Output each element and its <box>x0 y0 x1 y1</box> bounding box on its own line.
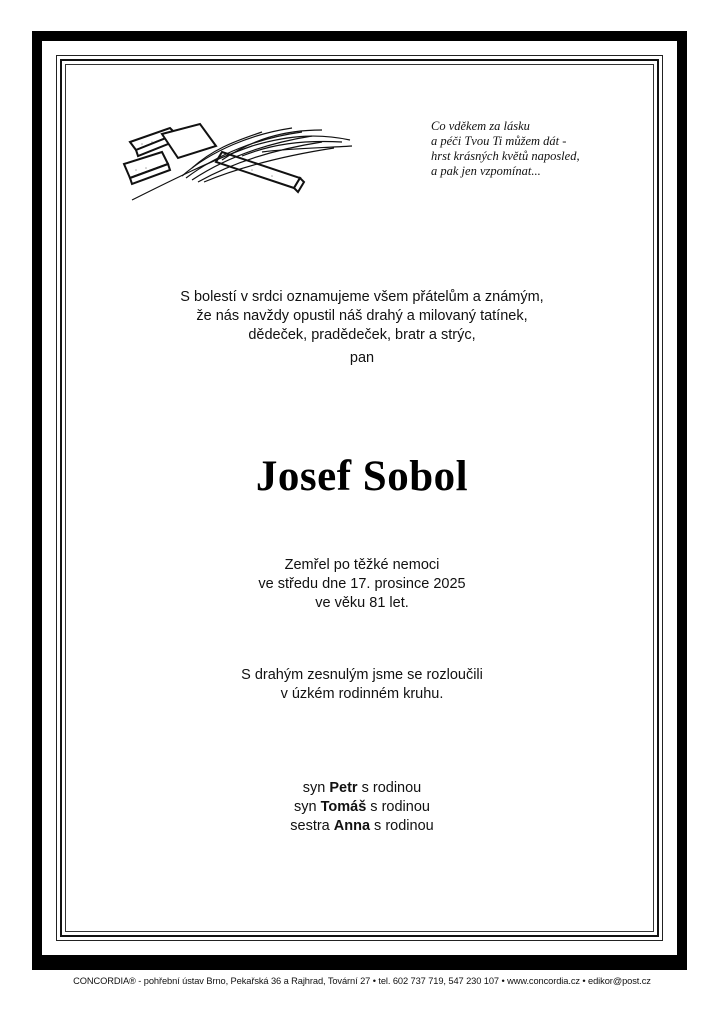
announcement-line: že nás navždy opustil náš drahý a milovaný tatínek, <box>196 308 528 324</box>
farewell-text <box>0 666 724 704</box>
mourner-entry <box>0 779 724 798</box>
announcement-text <box>0 288 724 345</box>
farewell-line: S drahým zesnulým jsme se rozloučili <box>241 667 483 683</box>
relation-suffix: s rodinou <box>357 780 422 796</box>
relation-suffix: s rodinou <box>370 818 434 834</box>
deceased-name: Josef Sobol <box>255 453 469 500</box>
death-line: Zemřel po těžké nemoci <box>284 557 440 573</box>
mourner-name: Anna <box>333 818 371 834</box>
poem-line: a péči Tvou Ti můžem dát - <box>431 134 567 148</box>
death-details <box>0 556 724 613</box>
mourner-entry <box>0 817 724 836</box>
death-line: ve věku 81 let. <box>315 595 409 611</box>
mourners-list <box>0 779 724 836</box>
poem-line: Co vděkem za lásku <box>431 119 530 133</box>
relation-suffix: s rodinou <box>366 799 430 815</box>
funeral-home-footer: CONCORDIA® - pohřební ústav Brno, Pekařská 36 a Rajhrad, Tovární 27 • tel. 602 737 719, 547 230 107 • www.concordia.cz • edikor@post.cz <box>73 976 651 986</box>
mourner-entry <box>0 798 724 817</box>
farewell-line: v úzkém rodinném kruhu. <box>280 686 444 702</box>
mourner-name: Petr <box>329 780 358 796</box>
mourner-name: Tomáš <box>320 799 367 815</box>
poem-line: a pak jen vzpomínat... <box>431 164 541 178</box>
honorific: pan <box>349 350 375 366</box>
relation: syn <box>302 780 330 796</box>
death-line: ve středu dne 17. prosince 2025 <box>258 576 466 592</box>
relation: sestra <box>290 818 334 834</box>
relation: syn <box>294 799 321 815</box>
cross-palm-icon <box>122 120 362 210</box>
poem-line: hrst krásných květů naposled, <box>431 149 580 163</box>
memorial-poem <box>431 119 580 179</box>
announcement-line: S bolestí v srdci oznamujeme všem přátelům a známým, <box>180 289 544 305</box>
announcement-line: dědeček, pradědeček, bratr a strýc, <box>248 327 476 343</box>
